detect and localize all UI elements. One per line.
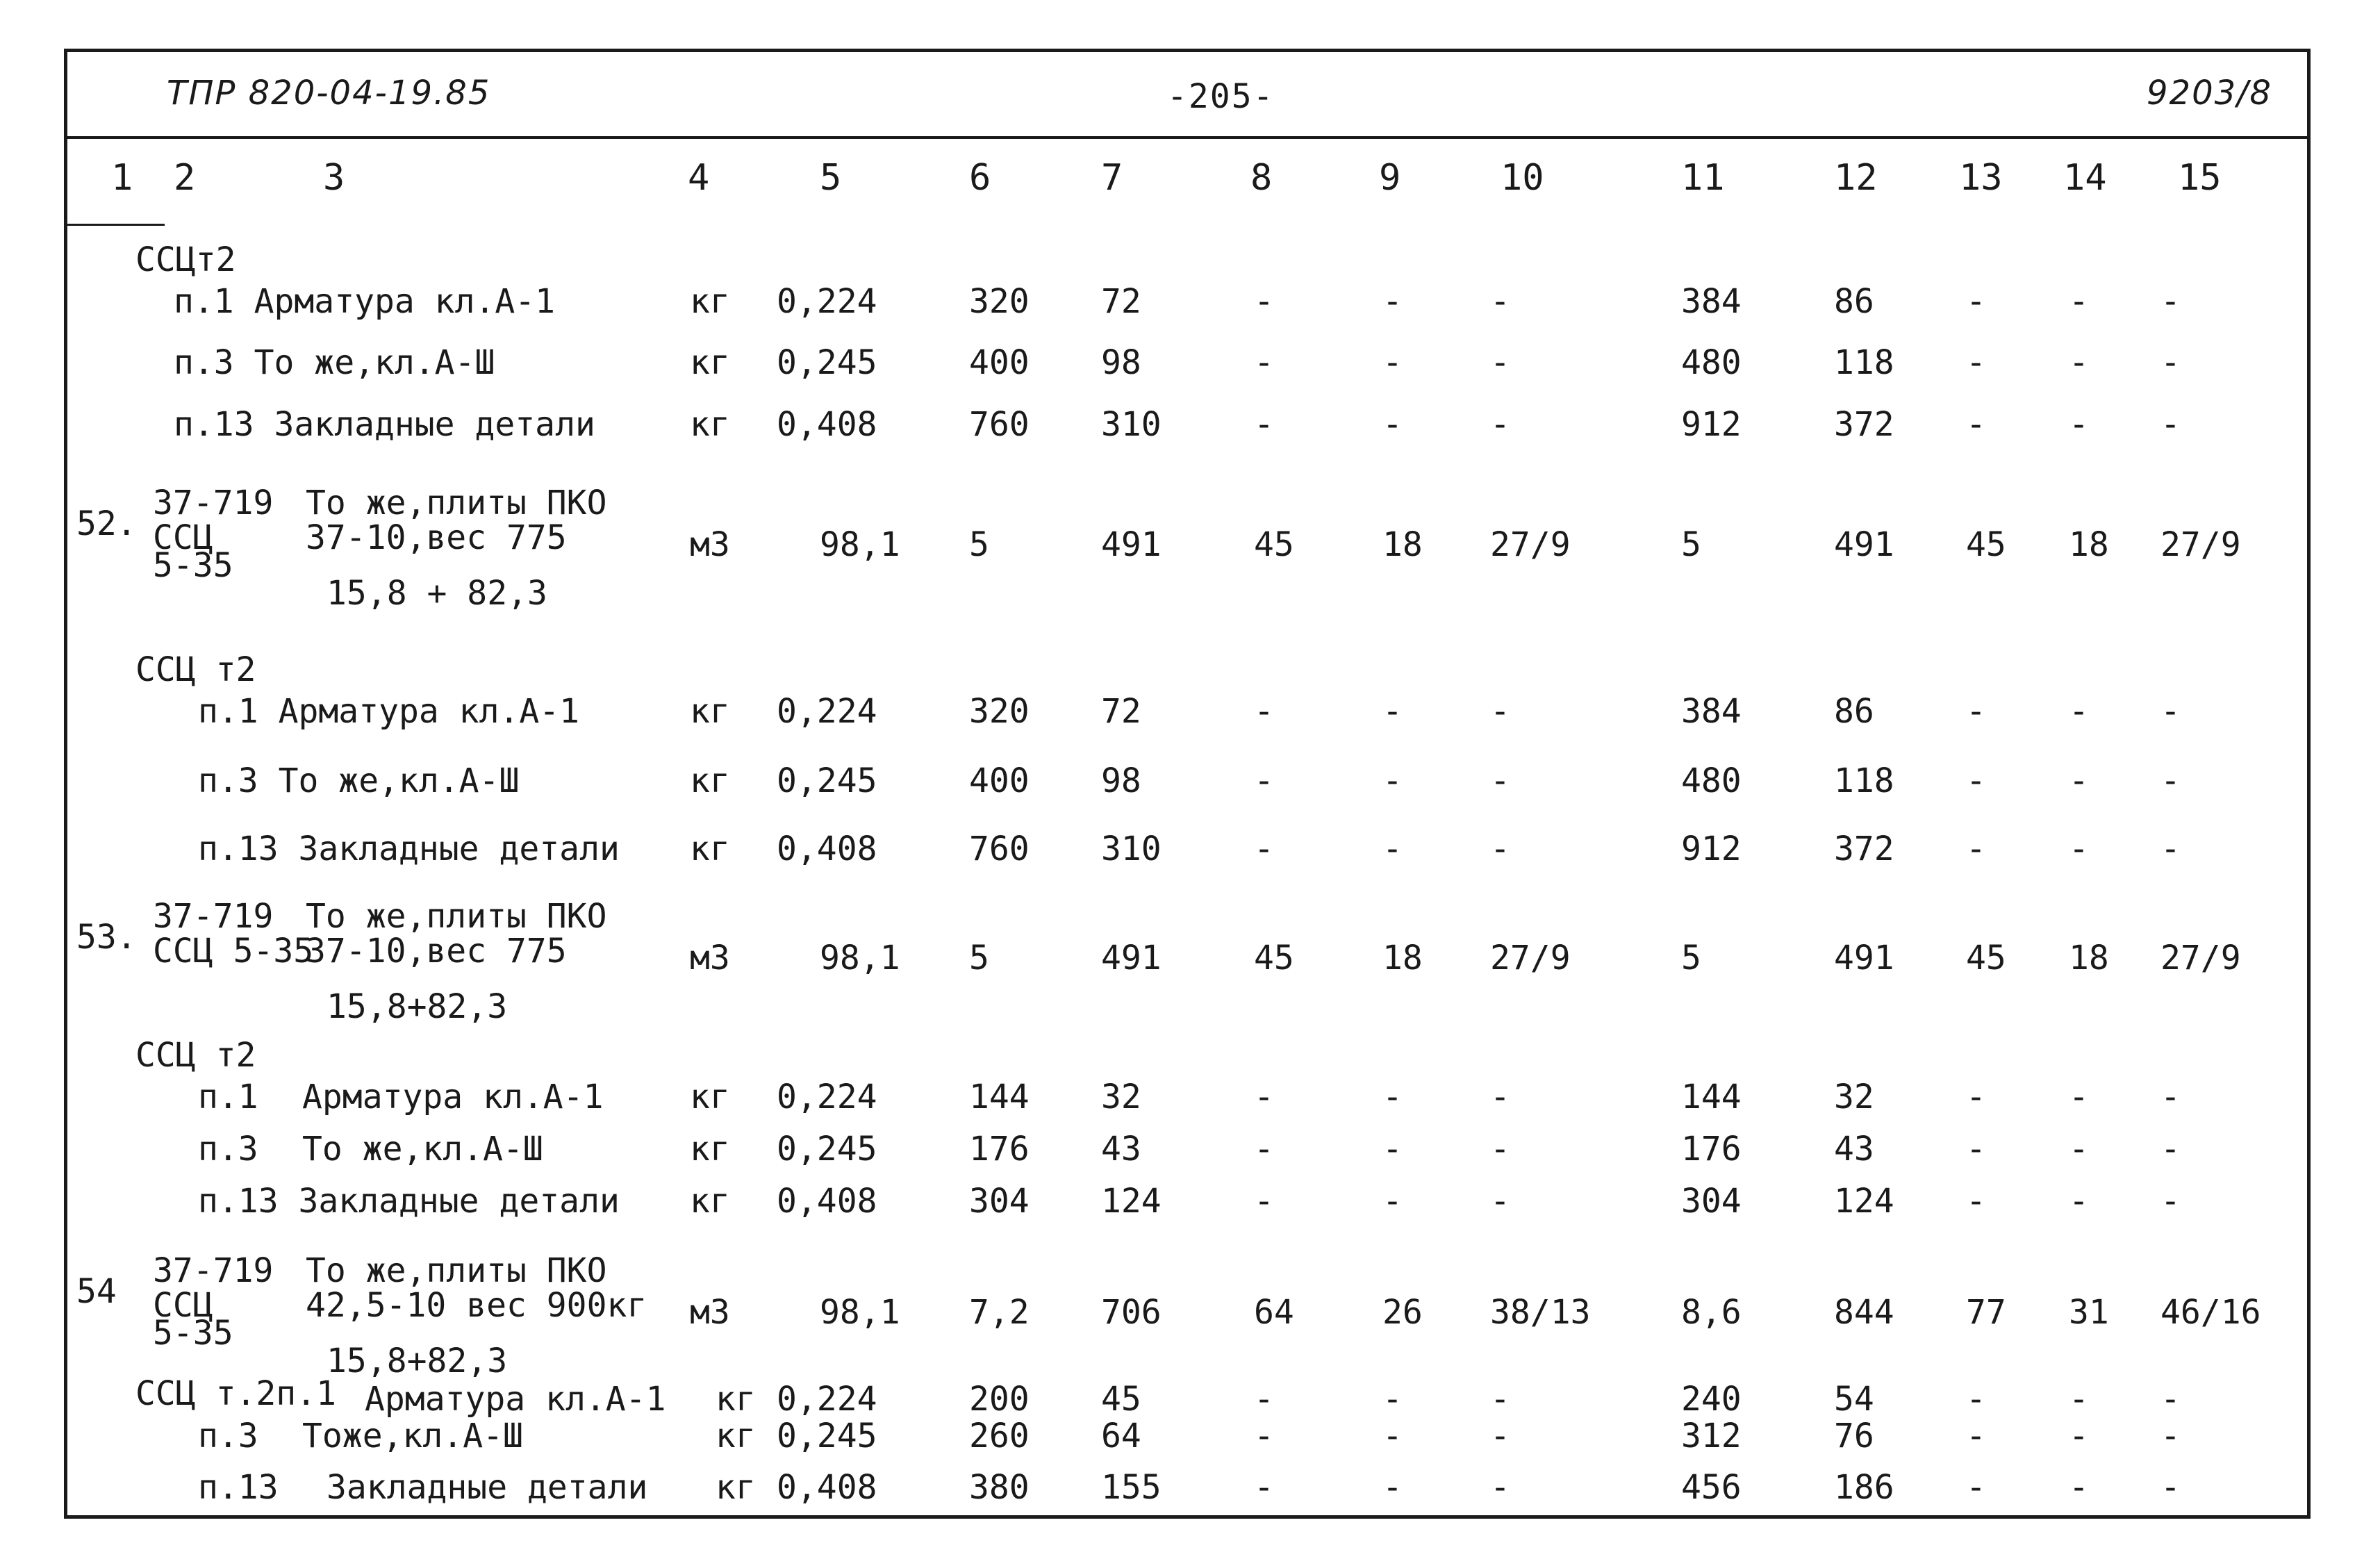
- table-row-14-label-t: Тоже,кл.А-Ш: [302, 1417, 523, 1455]
- table-row-7-col13: -: [1966, 830, 1986, 868]
- table-row-8-col10: 27/9: [1490, 939, 1571, 978]
- table-row-13-col13: -: [1966, 1380, 1986, 1419]
- table-row-3-col9: -: [1382, 405, 1403, 444]
- table-row-10-col8: -: [1254, 1130, 1274, 1169]
- table-row-14-col9: -: [1382, 1417, 1403, 1455]
- table-row-5-col8: -: [1254, 692, 1274, 731]
- table-row-8-unit: м3: [690, 939, 730, 978]
- table-row-3-col8: -: [1254, 405, 1274, 444]
- table-row-15-unit: кг: [716, 1468, 756, 1507]
- table-row-8-col11: 5: [1681, 939, 1701, 978]
- table-row-9-label-p: п.1: [198, 1078, 258, 1116]
- table-row-9-unit: кг: [690, 1078, 730, 1116]
- table-row-8-name: То же,плиты ПКО: [306, 897, 607, 936]
- table-row-15-col10: -: [1490, 1468, 1510, 1507]
- table-row-4-col14: 18: [2069, 525, 2109, 564]
- table-row-12-name: То же,плиты ПКО: [306, 1251, 607, 1290]
- table-row-2-label: п.3 То же,кл.А-Ш: [174, 343, 495, 382]
- table-row-14-col8: -: [1254, 1417, 1274, 1455]
- table-row-11-col10: -: [1490, 1182, 1510, 1221]
- table-row-8-name3: 15,8+82,3: [327, 987, 508, 1026]
- table-row-6-col6: 400: [969, 761, 1030, 800]
- table-row-3-col14: -: [2069, 405, 2089, 444]
- table-row-4-col15: 27/9: [2160, 525, 2241, 564]
- table-row-8-col5: 98,1: [820, 939, 900, 978]
- table-row-9-col12: 32: [1834, 1078, 1874, 1116]
- table-row-1-col12: 86: [1834, 282, 1874, 321]
- table-row-4-name3: 15,8 + 82,3: [327, 574, 547, 613]
- table-row-5-col13: -: [1966, 692, 1986, 731]
- table-row-2-col11: 480: [1681, 343, 1742, 382]
- table-row-10-col12: 43: [1834, 1130, 1874, 1169]
- table-row-14-col7: 64: [1101, 1417, 1141, 1455]
- table-row-9-col11: 144: [1681, 1078, 1742, 1116]
- table-row-4-code: 37-719: [153, 484, 274, 522]
- table-row-8-num: 53.: [76, 918, 137, 957]
- table-row-12-col13: 77: [1966, 1293, 2006, 1332]
- table-row-1-col7: 72: [1101, 282, 1141, 321]
- table-row-11-col15: -: [2160, 1182, 2181, 1221]
- table-row-5-col15: -: [2160, 692, 2181, 731]
- table-row-8-name2: 37-10,вес 775: [306, 932, 567, 971]
- table-row-14-col5: 0,245: [777, 1417, 877, 1455]
- table-row-9-col13: -: [1966, 1078, 1986, 1116]
- table-row-10-col7: 43: [1101, 1130, 1141, 1169]
- table-row-5-col5: 0,224: [777, 692, 877, 731]
- table-row-2-col12: 118: [1834, 343, 1894, 382]
- table-row-2-col8: -: [1254, 343, 1274, 382]
- table-row-1-label: п.1 Арматура кл.А-1: [174, 282, 556, 321]
- table-row-6-col11: 480: [1681, 761, 1742, 800]
- table-row-2-col9: -: [1382, 343, 1403, 382]
- table-row-7-col8: -: [1254, 830, 1274, 868]
- table-row-10-col10: -: [1490, 1130, 1510, 1169]
- table-row-4-col11: 5: [1681, 525, 1701, 564]
- table-row-9-col5: 0,224: [777, 1078, 877, 1116]
- table-row-1-col10: -: [1490, 282, 1510, 321]
- table-row-11-col11: 304: [1681, 1182, 1742, 1221]
- table-row-15-col15: -: [2160, 1468, 2181, 1507]
- table-row-5-col12: 86: [1834, 692, 1874, 731]
- table-row-5-label: п.1 Арматура кл.А-1: [198, 692, 580, 731]
- table-row-11-col12: 124: [1834, 1182, 1894, 1221]
- column-header-6: 6: [969, 157, 991, 199]
- table-row-12-col7: 706: [1101, 1293, 1162, 1332]
- table-row-6-col13: -: [1966, 761, 1986, 800]
- table-row-6-col12: 118: [1834, 761, 1894, 800]
- table-row-9-label-t: Арматура кл.А-1: [302, 1078, 604, 1116]
- table-row-11-col6: 304: [969, 1182, 1030, 1221]
- table-row-4-col9: 18: [1382, 525, 1423, 564]
- table-row-4-num: 52.: [76, 504, 137, 543]
- table-row-12-col10: 38/13: [1490, 1293, 1591, 1332]
- table-row-8-col15: 27/9: [2160, 939, 2241, 978]
- column-header-14: 14: [2063, 157, 2107, 199]
- table-row-4-col10: 27/9: [1490, 525, 1571, 564]
- table-row-12-col5: 98,1: [820, 1293, 900, 1332]
- table-row-4-unit: м3: [690, 525, 730, 564]
- table-row-12-col8: 64: [1254, 1293, 1294, 1332]
- table-row-9-col6: 144: [969, 1078, 1030, 1116]
- table-row-15-col9: -: [1382, 1468, 1403, 1507]
- table-row-11-label: п.13 Закладные детали: [198, 1182, 620, 1221]
- table-row-13-col9: -: [1382, 1380, 1403, 1419]
- table-row-10-col15: -: [2160, 1130, 2181, 1169]
- table-row-13-col14: -: [2069, 1380, 2089, 1419]
- table-row-9-col10: -: [1490, 1078, 1510, 1116]
- table-row-9-col7: 32: [1101, 1078, 1141, 1116]
- table-row-9-col15: -: [2160, 1078, 2181, 1116]
- table-row-6-unit: кг: [690, 761, 730, 800]
- table-row-10-col11: 176: [1681, 1130, 1742, 1169]
- column-header-9: 9: [1379, 157, 1401, 199]
- table-row-4-col13: 45: [1966, 525, 2006, 564]
- table-row-13-col8: -: [1254, 1380, 1274, 1419]
- table-row-13-col6: 200: [969, 1380, 1030, 1419]
- table-row-13-col7: 45: [1101, 1380, 1141, 1419]
- table-row-12-name3: 15,8+82,3: [327, 1342, 508, 1380]
- table-row-9-ref: ССЦ т2: [135, 1036, 256, 1075]
- table-row-6-col5: 0,245: [777, 761, 877, 800]
- table-row-3-col15: -: [2160, 405, 2181, 444]
- table-row-13-col10: -: [1490, 1380, 1510, 1419]
- table-row-4-col8: 45: [1254, 525, 1294, 564]
- table-row-14-col10: -: [1490, 1417, 1510, 1455]
- table-row-3-col10: -: [1490, 405, 1510, 444]
- table-row-7-col12: 372: [1834, 830, 1894, 868]
- table-row-4-ssc2: 5-35: [153, 546, 233, 585]
- table-row-3-label: п.13 Закладные детали: [174, 405, 595, 444]
- table-row-6-col10: -: [1490, 761, 1510, 800]
- table-row-10-col6: 176: [969, 1130, 1030, 1169]
- table-row-12-code: 37-719: [153, 1251, 274, 1290]
- column-header-15: 15: [2178, 157, 2222, 199]
- column-header-10: 10: [1501, 157, 1544, 199]
- table-row-9-col9: -: [1382, 1078, 1403, 1116]
- table-row-3-col7: 310: [1101, 405, 1162, 444]
- table-row-7-col14: -: [2069, 830, 2089, 868]
- table-row-2-col13: -: [1966, 343, 1986, 382]
- table-row-8-col12: 491: [1834, 939, 1894, 978]
- table-row-12-ssc: ССЦ: [153, 1286, 213, 1325]
- table-row-8-ssc: ССЦ 5-35: [153, 932, 314, 971]
- header-divider: [67, 136, 2307, 139]
- table-row-6-label: п.3 То же,кл.А-Ш: [198, 761, 520, 800]
- table-row-7-col5: 0,408: [777, 830, 877, 868]
- table-row-13-col5: 0,224: [777, 1380, 877, 1419]
- table-row-2-unit: кг: [690, 343, 730, 382]
- table-row-14-col12: 76: [1834, 1417, 1874, 1455]
- table-row-7-col7: 310: [1101, 830, 1162, 868]
- table-row-11-col9: -: [1382, 1182, 1403, 1221]
- table-row-3-unit: кг: [690, 405, 730, 444]
- column-header-5: 5: [820, 157, 842, 199]
- table-row-7-unit: кг: [690, 830, 730, 868]
- table-row-10-unit: кг: [690, 1130, 730, 1169]
- table-row-4-name: То же,плиты ПКО: [306, 484, 607, 522]
- table-row-11-col7: 124: [1101, 1182, 1162, 1221]
- table-row-15-col11: 456: [1681, 1468, 1742, 1507]
- table-row-2-col6: 400: [969, 343, 1030, 382]
- table-row-15-col12: 186: [1834, 1468, 1894, 1507]
- table-row-3-col6: 760: [969, 405, 1030, 444]
- table-row-13-col12: 54: [1834, 1380, 1874, 1419]
- table-row-11-col13: -: [1966, 1182, 1986, 1221]
- table-row-3-col11: 912: [1681, 405, 1742, 444]
- table-row-1-unit: кг: [690, 282, 730, 321]
- table-row-1-col14: -: [2069, 282, 2089, 321]
- table-row-7-col6: 760: [969, 830, 1030, 868]
- table-row-10-col14: -: [2069, 1130, 2089, 1169]
- table-row-1-col11: 384: [1681, 282, 1742, 321]
- table-row-15-col7: 155: [1101, 1468, 1162, 1507]
- table-row-5-ref: ССЦ т2: [135, 650, 256, 689]
- table-row-1-ref: ССЦт2: [135, 240, 236, 279]
- column-header-11: 11: [1681, 157, 1725, 199]
- table-row-15-col5: 0,408: [777, 1468, 877, 1507]
- table-row-15-col13: -: [1966, 1468, 1986, 1507]
- table-row-4-col12: 491: [1834, 525, 1894, 564]
- table-row-2-col7: 98: [1101, 343, 1141, 382]
- table-row-2-col10: -: [1490, 343, 1510, 382]
- table-row-14-col15: -: [2160, 1417, 2181, 1455]
- table-row-3-col13: -: [1966, 405, 1986, 444]
- table-row-4-name2: 37-10,вес 775: [306, 518, 567, 557]
- table-row-12-col15: 46/16: [2160, 1293, 2261, 1332]
- table-row-15-label-t: Закладные детали: [327, 1468, 648, 1507]
- table-row-8-col6: 5: [969, 939, 989, 978]
- table-row-7-col10: -: [1490, 830, 1510, 868]
- table-row-1-col8: -: [1254, 282, 1274, 321]
- table-row-6-col14: -: [2069, 761, 2089, 800]
- table-row-11-col5: 0,408: [777, 1182, 877, 1221]
- table-row-2-col15: -: [2160, 343, 2181, 382]
- table-row-8-col7: 491: [1101, 939, 1162, 978]
- table-row-9-col14: -: [2069, 1078, 2089, 1116]
- table-row-4-ssc: ССЦ: [153, 518, 213, 557]
- table-row-10-label-p: п.3: [198, 1130, 258, 1169]
- table-row-13-label: Арматура кл.А-1: [365, 1380, 666, 1419]
- table-row-11-col8: -: [1254, 1182, 1274, 1221]
- table-row-15-col6: 380: [969, 1468, 1030, 1507]
- sheet-number: 9203/8: [2147, 74, 2272, 113]
- table-row-8-col9: 18: [1382, 939, 1423, 978]
- table-row-15-col14: -: [2069, 1468, 2089, 1507]
- table-row-12-col14: 31: [2069, 1293, 2109, 1332]
- page-number: -205-: [1167, 77, 1275, 116]
- table-row-10-col13: -: [1966, 1130, 1986, 1169]
- table-row-13-col15: -: [2160, 1380, 2181, 1419]
- column-header-2: 2: [174, 157, 196, 199]
- table-row-13-ref: ССЦ т.2п.1: [135, 1374, 336, 1413]
- table-row-12-num: 54: [76, 1272, 117, 1311]
- column-header-13: 13: [1959, 157, 2003, 199]
- column-header-12: 12: [1834, 157, 1878, 199]
- table-row-8-code: 37-719: [153, 897, 274, 936]
- table-row-12-col9: 26: [1382, 1293, 1423, 1332]
- table-row-7-label: п.13 Закладные детали: [198, 830, 620, 868]
- table-row-6-col9: -: [1382, 761, 1403, 800]
- table-row-5-col6: 320: [969, 692, 1030, 731]
- table-row-15-label-p: п.13: [198, 1468, 279, 1507]
- table-row-1-col9: -: [1382, 282, 1403, 321]
- table-row-12-col12: 844: [1834, 1293, 1894, 1332]
- table-row-6-col7: 98: [1101, 761, 1141, 800]
- table-row-5-col11: 384: [1681, 692, 1742, 731]
- table-row-12-col11: 8,6: [1681, 1293, 1742, 1332]
- doc-code: ТПР 820-04-19.85: [167, 74, 491, 113]
- table-row-3-col5: 0,408: [777, 405, 877, 444]
- table-row-14-label-p: п.3: [198, 1417, 258, 1455]
- table-row-14-col14: -: [2069, 1417, 2089, 1455]
- table-row-4-col5: 98,1: [820, 525, 900, 564]
- table-row-5-unit: кг: [690, 692, 730, 731]
- table-row-9-col8: -: [1254, 1078, 1274, 1116]
- column-header-7: 7: [1101, 157, 1123, 199]
- table-row-4-col6: 5: [969, 525, 989, 564]
- table-row-6-col8: -: [1254, 761, 1274, 800]
- column-header-1: 1: [111, 157, 133, 199]
- table-row-8-col8: 45: [1254, 939, 1294, 978]
- table-row-12-ssc2: 5-35: [153, 1314, 233, 1353]
- table-row-5-col9: -: [1382, 692, 1403, 731]
- table-row-1-col5: 0,224: [777, 282, 877, 321]
- column-header-8: 8: [1250, 157, 1273, 199]
- table-row-14-col11: 312: [1681, 1417, 1742, 1455]
- table-row-11-unit: кг: [690, 1182, 730, 1221]
- table-row-2-col5: 0,245: [777, 343, 877, 382]
- table-row-1-col13: -: [1966, 282, 1986, 321]
- table-row-13-unit: кг: [716, 1380, 756, 1419]
- table-row-12-col6: 7,2: [969, 1293, 1030, 1332]
- table-row-8-col13: 45: [1966, 939, 2006, 978]
- table-row-10-col5: 0,245: [777, 1130, 877, 1169]
- table-row-1-col6: 320: [969, 282, 1030, 321]
- table-row-10-col9: -: [1382, 1130, 1403, 1169]
- table-row-13-col11: 240: [1681, 1380, 1742, 1419]
- column-header-4: 4: [688, 157, 710, 199]
- table-row-14-col6: 260: [969, 1417, 1030, 1455]
- table-row-6-col15: -: [2160, 761, 2181, 800]
- table-row-8-col14: 18: [2069, 939, 2109, 978]
- column-header-3: 3: [323, 157, 345, 199]
- table-row-2-col14: -: [2069, 343, 2089, 382]
- table-row-14-col13: -: [1966, 1417, 1986, 1455]
- table-row-12-name2: 42,5-10 вес 900кг: [306, 1286, 647, 1325]
- table-row-3-col12: 372: [1834, 405, 1894, 444]
- table-row-1-col15: -: [2160, 282, 2181, 321]
- table-row-10-label-t: То же,кл.А-Ш: [302, 1130, 543, 1169]
- table-row-14-unit: кг: [716, 1417, 756, 1455]
- table-row-7-col11: 912: [1681, 830, 1742, 868]
- table-row-5-col14: -: [2069, 692, 2089, 731]
- table-row-5-col7: 72: [1101, 692, 1141, 731]
- table-row-15-col8: -: [1254, 1468, 1274, 1507]
- table-row-12-unit: м3: [690, 1293, 730, 1332]
- table-row-7-col15: -: [2160, 830, 2181, 868]
- table-row-4-col7: 491: [1101, 525, 1162, 564]
- table-row-5-col10: -: [1490, 692, 1510, 731]
- table-row-7-col9: -: [1382, 830, 1403, 868]
- table-row-11-col14: -: [2069, 1182, 2089, 1221]
- column-header-underline: [67, 224, 165, 226]
